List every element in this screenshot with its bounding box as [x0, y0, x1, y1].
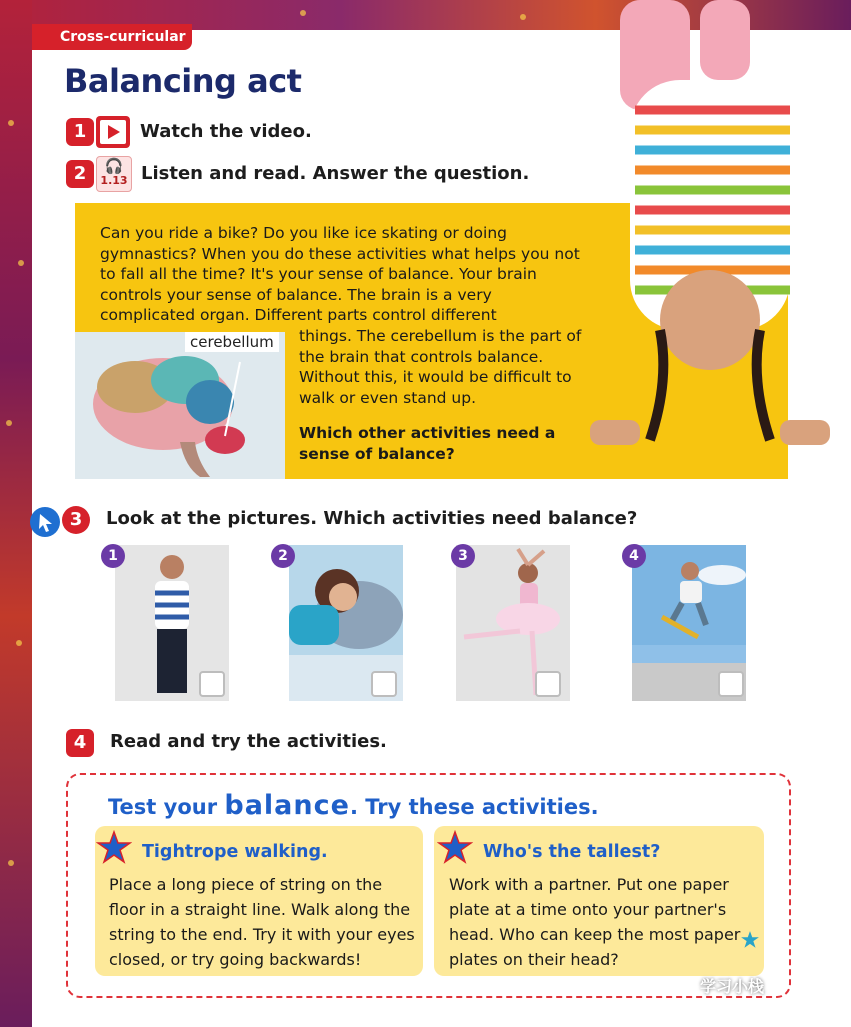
step-number-1: 1	[66, 118, 94, 146]
border-dot	[520, 14, 526, 20]
audio-icon[interactable]	[96, 156, 132, 192]
video-icon[interactable]	[96, 116, 130, 148]
border-dot	[8, 860, 14, 866]
step-number-4: 4	[66, 729, 94, 757]
reading-paragraph-1: Can you ride a bike? Do you like ice skating or doing gymnastics? When you do these activities what helps you not to fall all the time? It's your sense of balance. Your brain controls your sense of balance. The brain is a very complicated organ. Different parts control different	[100, 224, 580, 325]
section-tab: Cross-curricular	[32, 24, 192, 50]
cursor-icon[interactable]	[30, 507, 60, 537]
checkbox-picture-2[interactable]	[371, 671, 397, 697]
checkbox-picture-3[interactable]	[535, 671, 561, 697]
picture-number-4: 4	[622, 544, 646, 568]
activities-heading-pre: Test your	[108, 795, 225, 819]
step-number-3: 3	[62, 506, 90, 534]
checkbox-picture-4[interactable]	[718, 671, 744, 697]
border-dot	[8, 120, 14, 126]
headphones-icon: 🎧	[104, 157, 124, 175]
picture-number-1: 1	[101, 544, 125, 568]
play-icon	[108, 125, 120, 139]
brain-illustration	[75, 332, 285, 479]
star-icon	[96, 830, 132, 866]
border-dot	[6, 420, 12, 426]
reading-paragraph-2: things. The cerebellum is the part of the brain that controls balance. Without this, it would be difficult to walk or even stand up.	[299, 327, 582, 407]
activity-text-tallest: Work with a partner. Put one paper plate at a time onto your partner's head. Who can keep the most paper plates on their head?	[449, 875, 741, 969]
audio-track-number: 1.13	[100, 174, 128, 187]
activities-heading-post: . Try these activities.	[349, 795, 599, 819]
activity-text-tightrope: Place a long piece of string on the floor in a straight line. Walk along the string to the end. Try it with your eyes closed, or try going backwards!	[109, 875, 415, 969]
brain-icon	[75, 332, 285, 479]
small-star-icon	[740, 930, 760, 950]
activities-heading	[108, 790, 599, 821]
watermark: 学习小栈	[700, 977, 765, 996]
step-4-text: Read and try the activities.	[110, 731, 387, 752]
cerebellum-label: cerebellum	[185, 332, 279, 352]
step-3-text: Look at the pictures. Which activities need balance?	[106, 508, 638, 529]
activity-title-tightrope: Tightrope walking.	[142, 842, 328, 862]
checkbox-picture-1[interactable]	[199, 671, 225, 697]
picture-number-2: 2	[271, 544, 295, 568]
step-1-text: Watch the video.	[140, 121, 312, 142]
picture-number-3: 3	[451, 544, 475, 568]
step-2-text: Listen and read. Answer the question.	[141, 163, 530, 184]
border-dot	[16, 640, 22, 646]
activities-heading-balance: balance	[224, 790, 350, 821]
border-dot	[18, 260, 24, 266]
border-dot	[300, 10, 306, 16]
activity-title-tallest: Who's the tallest?	[483, 842, 661, 862]
reading-question: Which other activities need a sense of balance?	[299, 424, 556, 463]
handstand-girl-photo	[590, 0, 835, 470]
page-title: Balancing act	[64, 62, 302, 100]
step-number-2: 2	[66, 160, 94, 188]
decorative-left-border	[0, 0, 32, 1027]
star-icon	[437, 830, 473, 866]
